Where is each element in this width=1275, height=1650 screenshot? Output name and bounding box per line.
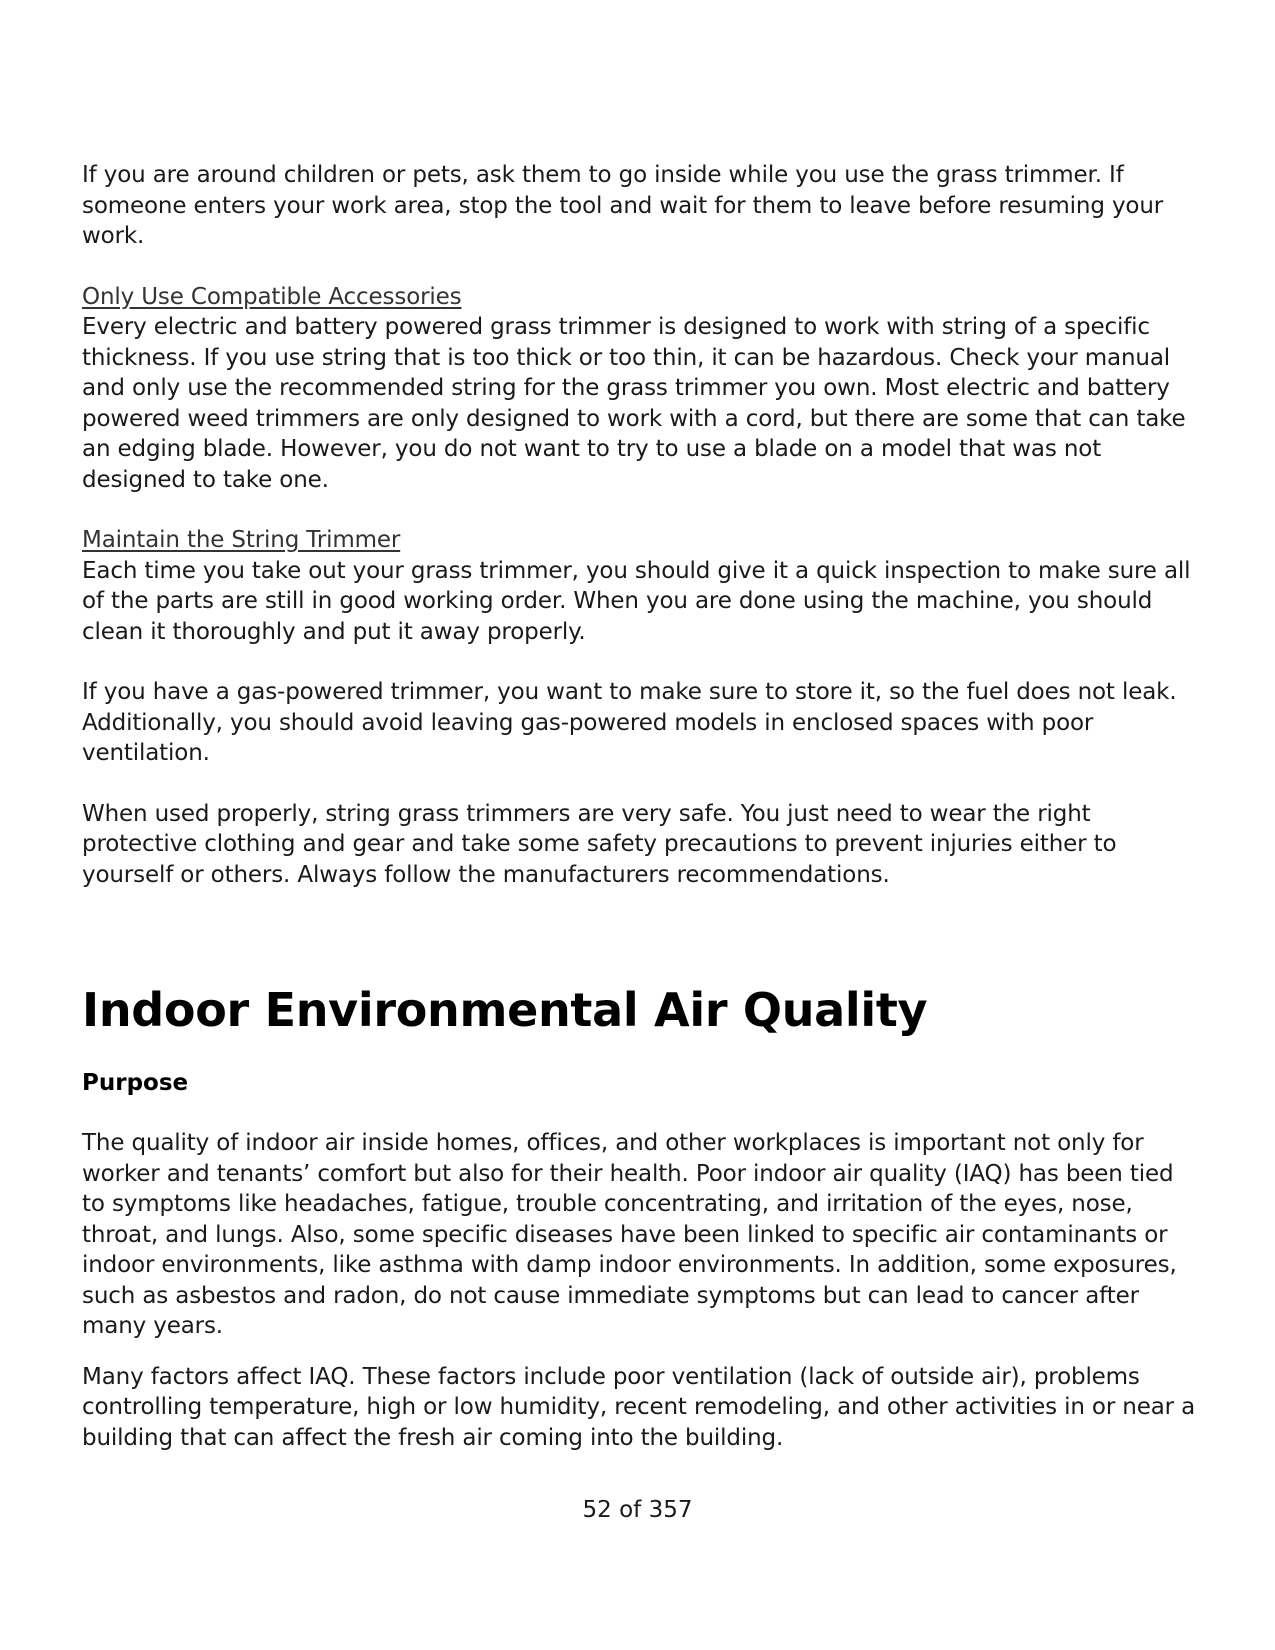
spacer [82,1342,1197,1362]
spacer [82,1038,1197,1068]
spacer [82,647,1197,677]
maintain-heading: Maintain the String Trimmer [82,527,401,553]
accessories-paragraph: Every electric and battery powered grass trimmer is designed to work with string of a specific thickness. If you use string that is too thick or too thin, it can be hazardous. Check your manual and only use the recommended string for the grass trimmer you own. Most electric and battery powered weed trimmers are only designed to work with a cord, but there are some that can take an edging blade. However, you do not want to try to use a blade on a model that was not designed to take one. [82,314,1186,493]
spacer [82,1098,1197,1128]
spacer [82,495,1197,525]
purpose-paragraph-2: Many factors affect IAQ. These factors include poor ventilation (lack of outside air), problems controlling temperature, high or low humidity, recent remodeling, and other activities in or near a building that can affect the fresh air coming into the building. [82,1363,1196,1451]
chapter-title: Indoor Environmental Air Quality [82,983,928,1037]
accessories-heading: Only Use Compatible Accessories [82,283,462,310]
spacer [82,252,1197,282]
spacer [82,890,1197,982]
purpose-heading: Purpose [82,1070,189,1096]
page-number: 52 of 357 [582,1497,693,1523]
maintain-paragraph: Each time you take out your grass trimmer, you should give it a quick inspection to make sure all of the parts are still in good working order. When you are done using the machine, you should clean it thoroughly and put it away properly. [82,557,1191,645]
intro-paragraph: If you are around children or pets, ask them to go inside while you use the grass trimmer. If someone enters your work area, stop the tool and wait for them to leave before resuming your work. [82,162,1164,249]
document-page [82,160,1197,1453]
gas-paragraph: If you have a gas-powered trimmer, you want to make sure to store it, so the fuel does not leak. Additionally, you should avoid leaving gas-powered models in enclosed spaces with poor ventilation. [82,679,1177,766]
conclusion-paragraph: When used properly, string grass trimmers are very safe. You just need to wear the right protective clothing and gear and take some safety precautions to prevent injuries either to yourself or others. Always follow the manufacturers recommendations. [82,800,1117,888]
purpose-paragraph-1: The quality of indoor air inside homes, offices, and other workplaces is important not only for worker and tenants’ comfort but also for their health. Poor indoor air quality (IAQ) has been tied to symptoms like headaches, fatigue, trouble concentrating, and irritation of the eyes, nose, throat, and lungs. Also, some specific diseases have been linked to specific air contaminants or indoor environments, like asthma with damp indoor environments. In addition, some exposures, such as asbestos and radon, do not cause immediate symptoms but can lead to cancer after many years. [82,1130,1177,1339]
spacer [82,769,1197,799]
